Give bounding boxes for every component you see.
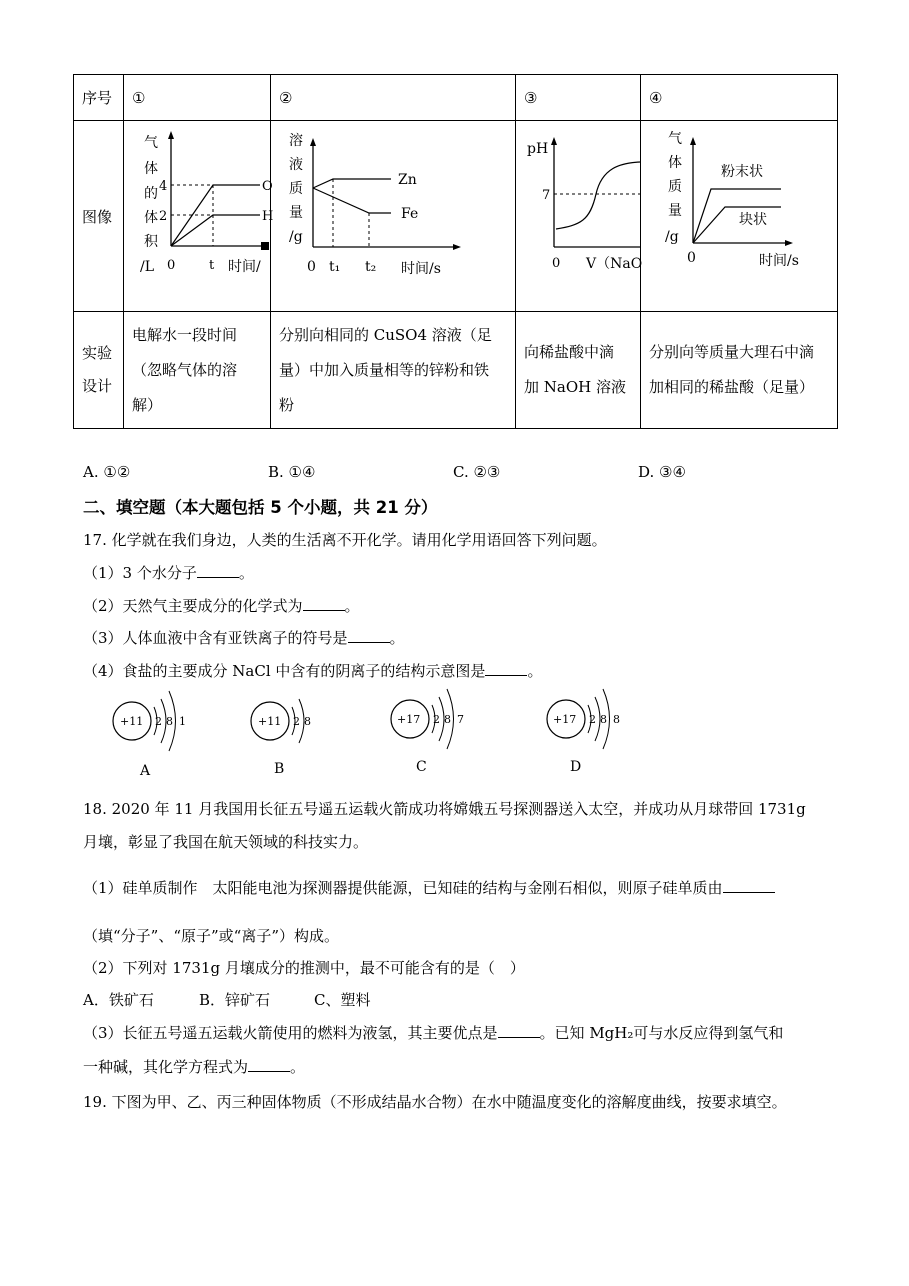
diagram-c-shell-3: 7	[457, 713, 464, 726]
g3-xlabel: V（NaO	[586, 256, 643, 272]
header-col-3: ③	[516, 75, 641, 121]
diagram-a-shell-2: 8	[166, 715, 173, 728]
g2-ylabel-0: 溶	[289, 133, 303, 149]
diagram-a-shell-3: 1	[179, 715, 186, 728]
g2-xtick-t1: t₁	[329, 259, 341, 275]
ion-structure-diagrams	[100, 685, 660, 780]
g3-xtick-0: 0	[552, 256, 561, 271]
design-4	[641, 312, 838, 429]
q18-option-b[interactable]: B．锌矿石	[199, 991, 271, 1009]
q17-item-4-text: （4）食盐的主要成分 NaCl 中含有的阴离子的结构示意图是	[83, 662, 486, 680]
g2-ylabel-1: 液	[289, 157, 303, 173]
q16-option-b[interactable]: B. ①④	[268, 463, 316, 481]
g4-ylabel-2: 质	[668, 179, 682, 195]
design-4-line-2: 加相同的稀盐酸（足量）	[649, 378, 815, 396]
q17-answer-blank-3[interactable]	[348, 628, 390, 643]
g1-ytick-4: 4	[159, 179, 168, 194]
g1-series-o: O	[262, 179, 273, 194]
diagram-c-shell-1: 2	[433, 713, 440, 726]
q18-answer-blank-1[interactable]	[723, 878, 775, 893]
q19-stem: 19. 下图为甲、乙、丙三种固体物质（不形成结晶水合物）在水中随温度变化的溶解度曲线，按要求填空。	[83, 1093, 787, 1111]
q18-answer-blank-3[interactable]	[248, 1057, 290, 1072]
graph-2	[271, 121, 516, 307]
diagram-a-nucleus: +11	[120, 715, 144, 728]
design-label-line-2: 设计	[82, 377, 113, 395]
q18-part-3-line-1	[83, 1022, 783, 1043]
header-col-1: ①	[124, 75, 271, 121]
diagram-a	[113, 691, 186, 779]
g4-ylabel-0: 气	[668, 131, 682, 147]
q18-answer-blank-2[interactable]	[498, 1023, 540, 1038]
g4-xlabel: 时间/s	[759, 253, 799, 269]
design-3-line-2: 加 NaOH 溶液	[524, 378, 626, 396]
g2-series-zn: Zn	[398, 172, 417, 188]
graph-2-cell	[271, 121, 516, 312]
graph-1	[124, 121, 274, 307]
design-2	[271, 312, 516, 429]
design-1-line-3: 解）	[132, 395, 163, 414]
q18-part-3-text-b: 。已知 MgH₂可与水反应得到氢气和	[539, 1024, 784, 1042]
q18-part-1-line-2: （填“分子”、“原子”或“离子”）构成。	[83, 927, 340, 945]
graph-4	[641, 121, 838, 307]
g2-xlabel: 时间/s	[401, 261, 441, 277]
diagram-d-shell-1: 2	[589, 713, 596, 726]
q18-part-1-line-1	[83, 877, 775, 898]
g1-ylabel-2: 的	[144, 186, 158, 202]
q17-answer-blank-4[interactable]	[485, 661, 527, 676]
q16-option-a[interactable]: A. ①②	[83, 463, 131, 481]
g4-series-powder: 粉末状	[721, 164, 763, 180]
g1-ylabel-5: /L	[140, 259, 155, 275]
diagram-d-shell-3: 8	[613, 713, 620, 726]
g1-ylabel-1: 体	[144, 161, 158, 177]
g1-xtick-0: 0	[167, 258, 176, 273]
diagram-b-nucleus: +11	[258, 715, 282, 728]
graph-1-cell	[124, 121, 274, 312]
design-1-line-1: 电解水一段时间	[132, 325, 238, 344]
header-col-2: ②	[271, 75, 516, 121]
diagram-c-label[interactable]: C	[416, 759, 427, 775]
diagram-b-shell-1: 2	[293, 715, 300, 728]
q17-item-2	[83, 595, 360, 616]
g4-ylabel-4: /g	[665, 229, 679, 245]
design-row-label	[74, 312, 124, 429]
q17-item-3	[83, 627, 405, 648]
q17-stem: 17. 化学就在我们身边，人类的生活离不开化学。请用化学用语回答下列问题。	[83, 531, 607, 549]
q17-item-4	[83, 660, 542, 681]
diagram-b	[251, 699, 311, 777]
design-3-line-1: 向稀盐酸中滴	[524, 343, 615, 361]
q17-item-1	[83, 562, 254, 583]
g2-series-fe: Fe	[401, 206, 419, 222]
diagram-c-nucleus: +17	[397, 713, 421, 726]
g1-ylabel-0: 气	[144, 135, 158, 151]
q18-stem-line-1: 18. 2020 年 11 月我国用长征五号遥五运载火箭成功将嫦娥五号探测器送入太空，并成功从月球带回 1731g	[83, 800, 806, 818]
q18-stem-line-2: 月壤，彰显了我国在航天领域的科技实力。	[83, 833, 369, 851]
graph-3	[516, 121, 641, 307]
graph-4-cell	[641, 121, 838, 312]
g1-ylabel-4: 积	[144, 234, 158, 250]
q18-part-3-line-2	[83, 1056, 305, 1077]
g2-xtick-0: 0	[307, 259, 316, 275]
g1-xtick-t: t	[209, 258, 215, 273]
diagram-a-shell-1: 2	[155, 715, 162, 728]
diagram-d-shell-2: 8	[600, 713, 607, 726]
g1-xlabel: 时间/	[228, 259, 261, 275]
g2-xtick-t2: t₂	[365, 259, 377, 275]
q18-option-a[interactable]: A．铁矿石	[83, 991, 154, 1009]
header-label: 序号	[74, 75, 124, 121]
diagram-b-label[interactable]: B	[274, 761, 285, 777]
image-row-label: 图像	[74, 121, 124, 312]
design-4-line-1: 分别向等质量大理石中滴	[649, 343, 815, 361]
q18-part-3-text-a: （3）长征五号遥五运载火箭使用的燃料为液氢，其主要优点是	[83, 1024, 498, 1042]
g1-series-h: H	[262, 209, 274, 224]
diagram-d	[547, 689, 620, 775]
q17-answer-blank-2[interactable]	[303, 596, 345, 611]
design-2-line-1: 分别向相同的 CuSO4 溶液（足	[279, 325, 492, 344]
design-2-line-3: 粉	[279, 395, 295, 414]
g4-ylabel-1: 体	[668, 155, 682, 171]
section-title: 二、填空题（本大题包括 5 个小题，共 21 分）	[83, 498, 438, 517]
design-2-line-2: 量）中加入质量相等的锌粉和铁	[279, 360, 490, 379]
header-col-4: ④	[641, 75, 838, 121]
diagram-b-shell-2: 8	[304, 715, 311, 728]
g4-xtick-0: 0	[687, 250, 696, 266]
graph-3-cell	[516, 121, 641, 312]
q18-part-3-text-d: 。	[290, 1058, 306, 1076]
q17-item-2-text: （2）天然气主要成分的化学式为	[83, 597, 303, 615]
g2-ylabel-4: /g	[289, 229, 303, 245]
q17-answer-blank-1[interactable]	[197, 563, 239, 578]
q18-option-c[interactable]: C、塑料	[314, 991, 371, 1009]
g3-ytick-7: 7	[542, 188, 551, 203]
g3-ylabel: pH	[527, 141, 549, 157]
q16-option-c[interactable]: C. ②③	[453, 463, 501, 481]
q17-item-1-end: 。	[238, 564, 254, 582]
g1-ylabel-3: 体	[144, 210, 158, 226]
diagram-d-label[interactable]: D	[570, 759, 582, 775]
design-1-line-2: （忽略气体的溶	[132, 360, 238, 379]
design-label-line-1: 实验	[82, 344, 113, 362]
q17-item-3-text: （3）人体血液中含有亚铁离子的符号是	[83, 629, 348, 647]
q16-table	[73, 74, 838, 429]
g2-ylabel-3: 量	[289, 205, 303, 221]
diagram-d-nucleus: +17	[553, 713, 577, 726]
diagram-c	[391, 689, 464, 775]
q17-item-3-end: 。	[389, 629, 405, 647]
q17-item-4-end: 。	[527, 662, 543, 680]
design-1	[124, 312, 271, 429]
g4-series-block: 块状	[739, 212, 767, 228]
diagram-c-shell-2: 8	[444, 713, 451, 726]
q18-part-3-text-c: 一种碱，其化学方程式为	[83, 1058, 249, 1076]
q18-part-2: （2）下列对 1731g 月壤成分的推测中，最不可能含有的是（ ）	[83, 959, 525, 977]
design-3	[516, 312, 641, 429]
diagram-a-label[interactable]: A	[140, 763, 151, 779]
q17-item-1-text: （1）3 个水分子	[83, 564, 197, 582]
g4-ylabel-3: 量	[668, 203, 682, 219]
g1-ytick-2: 2	[159, 209, 168, 224]
q17-item-2-end: 。	[344, 597, 360, 615]
g2-ylabel-2: 质	[289, 181, 303, 197]
q18-part-1-text: （1）硅单质制作 太阳能电池为探测器提供能源，已知硅的结构与金刚石相似，则原子硅单质由	[83, 879, 723, 897]
q16-option-d[interactable]: D. ③④	[638, 463, 686, 481]
